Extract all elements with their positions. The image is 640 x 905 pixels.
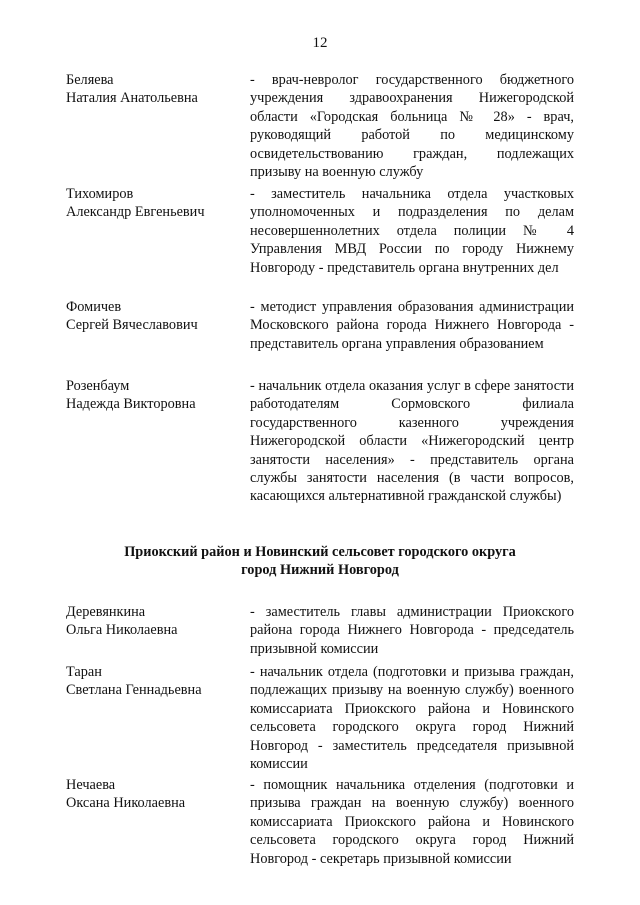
member-role: - врач-невролог государственного бюджетного учреждения здравоохранения Нижегородской области «Городская больница № 28» - врач, руководящий работой по медицинскому освидетельствованию граждан, подлежащих призыву на военную службу — [250, 72, 574, 181]
member-name — [66, 603, 246, 640]
member-surname: Фомичев — [66, 299, 122, 315]
member-role: - заместитель начальника отдела участковых уполномоченных и подразделения по делам несовершеннолетних отдела полиции № 4 Управления МВД России по городу Нижнему Новгороду - представитель органа внутренних дел — [250, 186, 574, 276]
member-name — [66, 71, 246, 108]
member-name — [66, 663, 246, 700]
member-given-names: Сергей Вячеславович — [66, 317, 198, 334]
member-given-names: Александр Евгеньевич — [66, 204, 205, 221]
member-name — [66, 776, 246, 813]
member-given-names: Наталия Анатольевна — [66, 90, 198, 107]
member-given-names: Оксана Николаевна — [66, 795, 186, 812]
member-surname: Тихомиров — [66, 186, 134, 202]
member-name — [66, 298, 246, 335]
member-role: - заместитель главы администрации Приокского района города Нижнего Новгорода - председатель призывной комиссии — [250, 604, 574, 657]
member-role: - начальник отдела оказания услуг в сфере занятости работодателям Сормовского филиала государственного казенного учреждения Нижегородской области «Нижегородский центр занятости населения» - представитель органа службы занятости населения (в части вопросов, касающихся альтернативной гражданской службы) — [250, 378, 574, 505]
section-heading — [66, 543, 574, 580]
member-role: - методист управления образования администрации Московского района города Нижнего Новгорода - представитель органа управления образованием — [250, 299, 574, 352]
member-name — [66, 185, 246, 222]
member-given-names: Надежда Викторовна — [66, 396, 196, 413]
section-heading-line2: город Нижний Новгород — [241, 562, 399, 579]
member-given-names: Ольга Николаевна — [66, 622, 178, 639]
member-surname: Деревянкина — [66, 604, 146, 620]
member-role: - начальник отдела (подготовки и призыва граждан, подлежащих призыву на военную службу) военного комиссариата Приокского района и Новинского сельсовета городского округа город Нижний Новгород - заместитель председателя призывной комиссии — [250, 664, 574, 773]
member-surname: Беляева — [66, 72, 114, 88]
member-name — [66, 377, 246, 414]
member-role: - помощник начальника отделения (подготовки и призыва граждан на военную службу) военного комиссариата Приокского района и Новинского сельсовета городского округа город Нижний Новгород - секретарь призывной комиссии — [250, 777, 574, 867]
page-number: 12 — [312, 35, 328, 51]
section-heading-line1: Приокский район и Новинский сельсовет городского округа — [124, 544, 516, 560]
member-surname: Нечаева — [66, 777, 116, 793]
member-given-names: Светлана Геннадьевна — [66, 682, 202, 699]
member-surname: Розенбаум — [66, 378, 130, 394]
member-surname: Таран — [66, 664, 102, 680]
